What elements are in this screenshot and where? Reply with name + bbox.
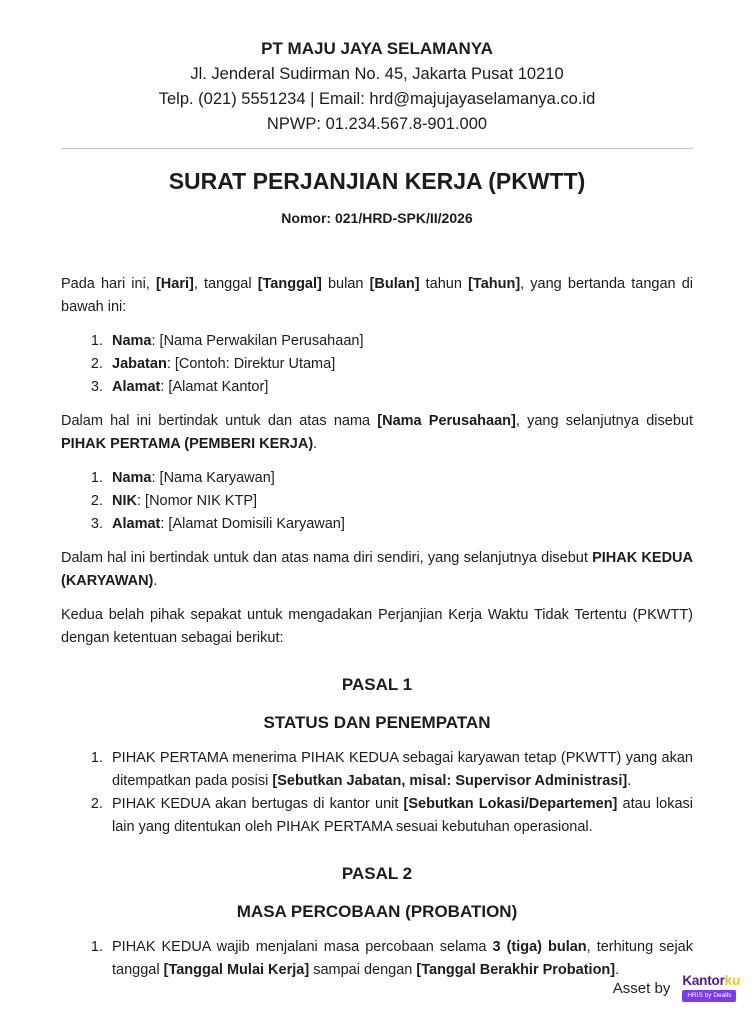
pasal-1-subheading: STATUS DAN PENEMPATAN — [263, 713, 491, 732]
list-item-rep-jabatan: 2. Jabatan: [Contoh: Direktur Utama] — [107, 353, 693, 376]
pasal-2-item-1: 1. PIHAK KEDUA wajib menjalani masa percobaan selama 3 (tiga) bulan, terhitung sejak tanggal [Tanggal Mulai Kerja] sampai dengan [Tanggal Berakhir Probation]. — [107, 936, 693, 982]
list-item-rep-alamat: 3. Alamat: [Alamat Kantor] — [107, 376, 693, 399]
pasal-1-item-2: 2. PIHAK KEDUA akan bertugas di kantor unit [Sebutkan Lokasi/Departemen] atau lokasi lain yang ditentukan oleh PIHAK PERTAMA sesuai kebutuhan operasional. — [107, 793, 693, 839]
company-contact: Telp. (021) 5551234 | Email: hrd@majujayaselamanya.co.id — [158, 90, 596, 108]
company-name: PT MAJU JAYA SELAMANYA — [261, 39, 493, 58]
list-item-rep-nama: 1. Nama: [Nama Perwakilan Perusahaan] — [107, 330, 693, 353]
pasal-2-subheading: MASA PERCOBAAN (PROBATION) — [236, 902, 518, 921]
hris-by-dealls-badge: HRIS by Dealls — [682, 990, 736, 1002]
pihak-pertama-clause: Dalam hal ini bertindak untuk dan atas nama [Nama Perusahaan], yang selanjutnya disebut PIHAK PERTAMA (PEMBERI KERJA). — [61, 413, 694, 452]
document-title: SURAT PERJANJIAN KERJA (PKWTT) — [168, 168, 586, 194]
kantorku-wordmark — [682, 974, 740, 988]
list-item-emp-nama: 1. Nama: [Nama Karyawan] — [107, 467, 693, 490]
pasal-2-list — [61, 936, 693, 982]
opening-paragraph: Pada hari ini, [Hari], tanggal [Tanggal] bulan [Bulan] tahun [Tahun], yang bertanda tangan di bawah ini: — [61, 276, 693, 315]
pasal-1-section — [61, 674, 693, 839]
document-number: Nomor: 021/HRD-SPK/II/2026 — [281, 210, 473, 226]
company-representative-list — [61, 330, 693, 399]
logo-text-ku: ku — [724, 973, 740, 988]
asset-by-label: Asset by — [612, 979, 671, 997]
employee-list — [61, 467, 693, 536]
pasal-1-item-1: 1. PIHAK PERTAMA menerima PIHAK KEDUA sebagai karyawan tetap (PKWTT) yang akan ditempatkan pada posisi [Sebutkan Jabatan, misal: Supervisor Administrasi]. — [107, 747, 693, 793]
pihak-kedua-clause: Dalam hal ini bertindak untuk dan atas nama diri sendiri, yang selanjutnya disebut PIHAK KEDUA (KARYAWAN). — [61, 550, 693, 589]
pasal-1-heading: PASAL 1 — [341, 675, 413, 694]
footer — [613, 974, 740, 1002]
company-address: Jl. Jenderal Sudirman No. 45, Jakarta Pusat 10210 — [190, 65, 564, 83]
list-item-emp-alamat: 3. Alamat: [Alamat Domisili Karyawan] — [107, 513, 693, 536]
letterhead — [61, 36, 693, 137]
kantorku-logo — [682, 974, 740, 1002]
letterhead-divider — [61, 148, 693, 149]
company-npwp: NPWP: 01.234.567.8-901.000 — [266, 115, 488, 133]
list-item-emp-nik: 2. NIK: [Nomor NIK KTP] — [107, 490, 693, 513]
logo-text-kantor: Kantor — [682, 973, 725, 988]
pasal-2-section — [61, 863, 693, 982]
agreement-clause: Kedua belah pihak sepakat untuk mengadakan Perjanjian Kerja Waktu Tidak Tertentu (PKWTT) dengan ketentuan sebagai berikut: — [61, 607, 693, 646]
pasal-2-heading: PASAL 2 — [341, 864, 413, 883]
pasal-1-list — [61, 747, 693, 839]
